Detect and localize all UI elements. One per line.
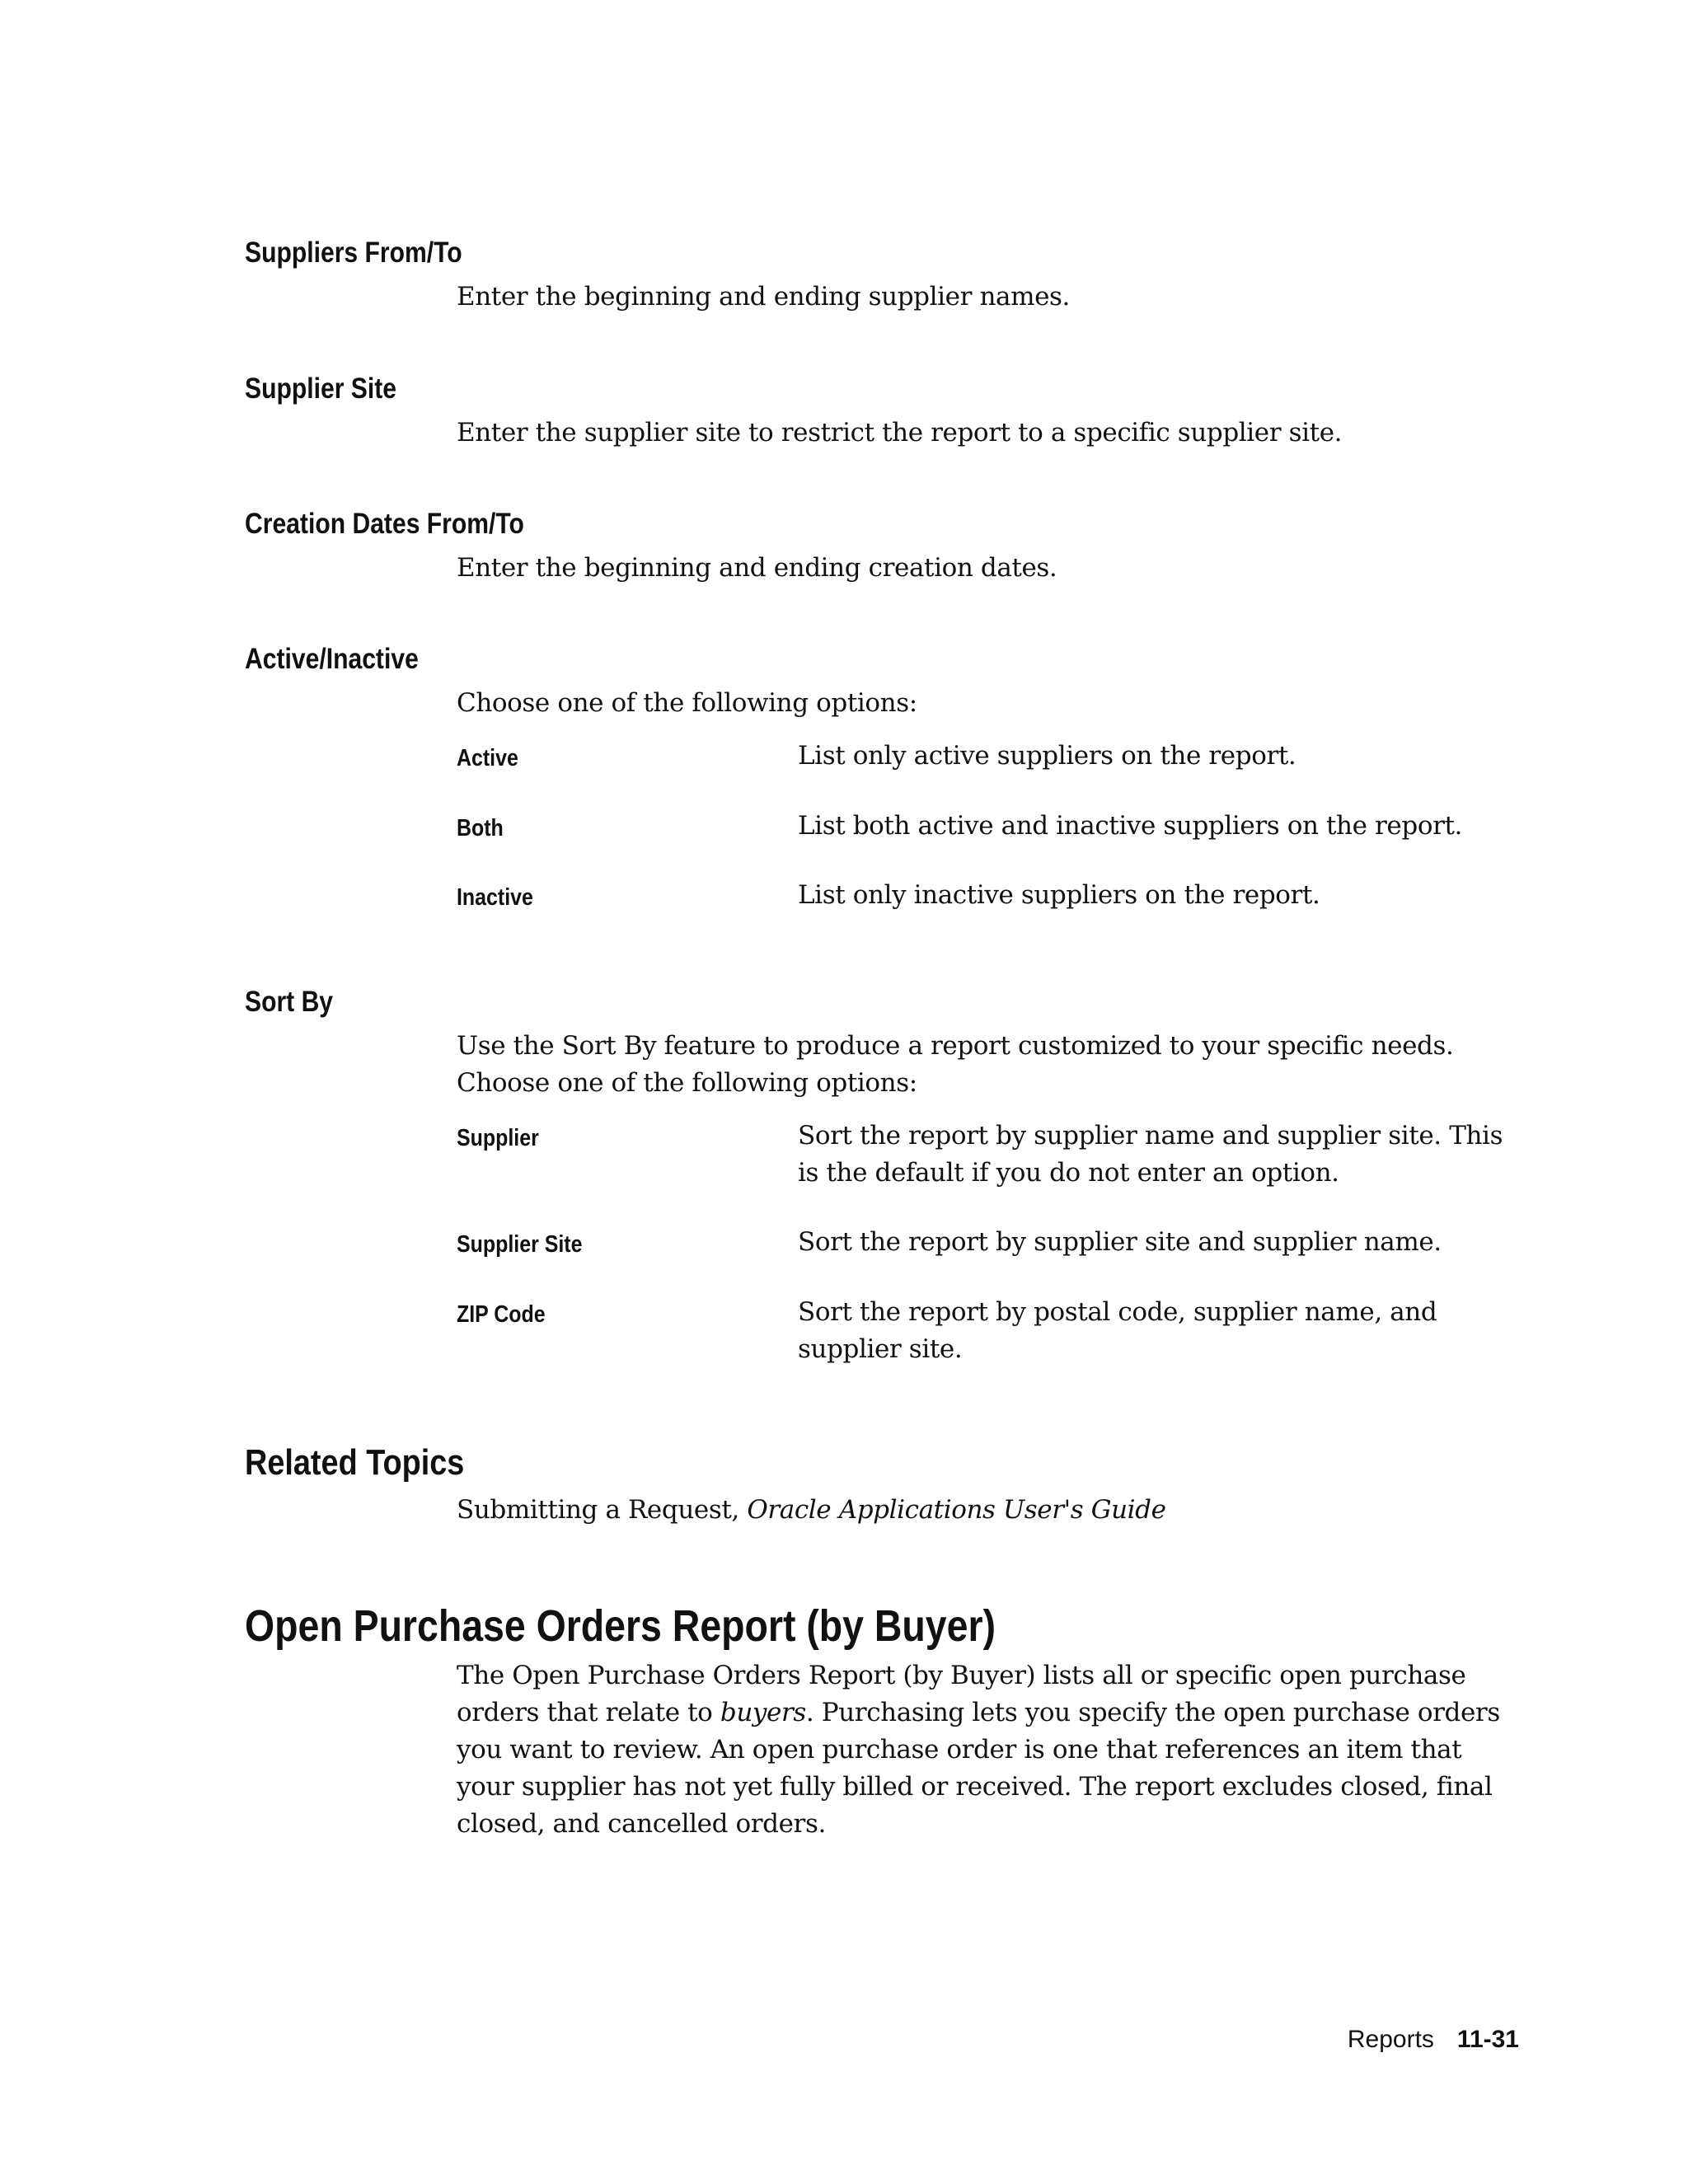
body-open-po-part2: . Purchasing lets you specify the open purchase orders you want to review. An open purchase order is one that references an item that your supplier has not yet fully billed or received. The report excludes closed, final closed, and cancelled orders.	[457, 1698, 1500, 1839]
body-supplier-site: Enter the supplier site to restrict the report to a specific supplier site.	[457, 418, 1343, 448]
body-open-po-emph: buyers	[720, 1698, 806, 1727]
intro-sort-by: Use the Sort By feature to produce a report customized to your specific needs. Choose one of the following options:	[457, 1031, 1454, 1098]
body-creation-dates: Enter the beginning and ending creation dates.	[457, 553, 1057, 583]
related-topic-link[interactable]	[457, 1492, 1520, 1529]
option-term-inactive: Inactive	[457, 884, 533, 911]
option-term-active: Active	[457, 745, 518, 771]
footer-page-number: 11-31	[1456, 2026, 1519, 2053]
related-topic-title: Submitting a Request,	[457, 1495, 748, 1525]
heading-active-inactive: Active/Inactive	[245, 643, 419, 675]
heading-creation-dates: Creation Dates From/To	[245, 508, 524, 540]
option-desc-zip-code: Sort the report by postal code, supplier name, and supplier site.	[798, 1297, 1437, 1364]
intro-active-inactive: Choose one of the following options:	[457, 688, 917, 718]
option-desc-supplier: Sort the report by supplier name and supplier site. This is the default if you do not enter an option.	[798, 1121, 1503, 1188]
body-open-po-report	[457, 1657, 1520, 1843]
related-topic-book: Oracle Applications User's Guide	[747, 1495, 1166, 1525]
option-desc-both: List both active and inactive suppliers on the report.	[798, 811, 1463, 841]
heading-sort-by: Sort By	[245, 986, 334, 1018]
heading-related-topics: Related Topics	[245, 1442, 465, 1483]
option-desc-inactive: List only inactive suppliers on the report.	[798, 880, 1320, 910]
page-footer	[1348, 2023, 1519, 2056]
footer-chapter: Reports	[1347, 2026, 1434, 2053]
option-term-both: Both	[457, 815, 504, 841]
heading-suppliers-from-to: Suppliers From/To	[245, 237, 462, 269]
option-term-supplier-site: Supplier Site	[457, 1231, 583, 1258]
option-term-supplier: Supplier	[457, 1125, 539, 1151]
body-open-po-part1: The Open Purchase Orders Report (by Buyer) lists all or specific open purchase orders that relate to	[457, 1661, 1466, 1727]
option-desc-supplier-site: Sort the report by supplier site and supplier name.	[798, 1227, 1442, 1257]
heading-supplier-site: Supplier Site	[245, 373, 396, 405]
body-suppliers-from-to: Enter the beginning and ending supplier names.	[457, 282, 1070, 312]
heading-open-po-report: Open Purchase Orders Report (by Buyer)	[245, 1601, 996, 1651]
option-term-zip-code: ZIP Code	[457, 1301, 546, 1328]
option-desc-active: List only active suppliers on the report.	[798, 741, 1296, 771]
